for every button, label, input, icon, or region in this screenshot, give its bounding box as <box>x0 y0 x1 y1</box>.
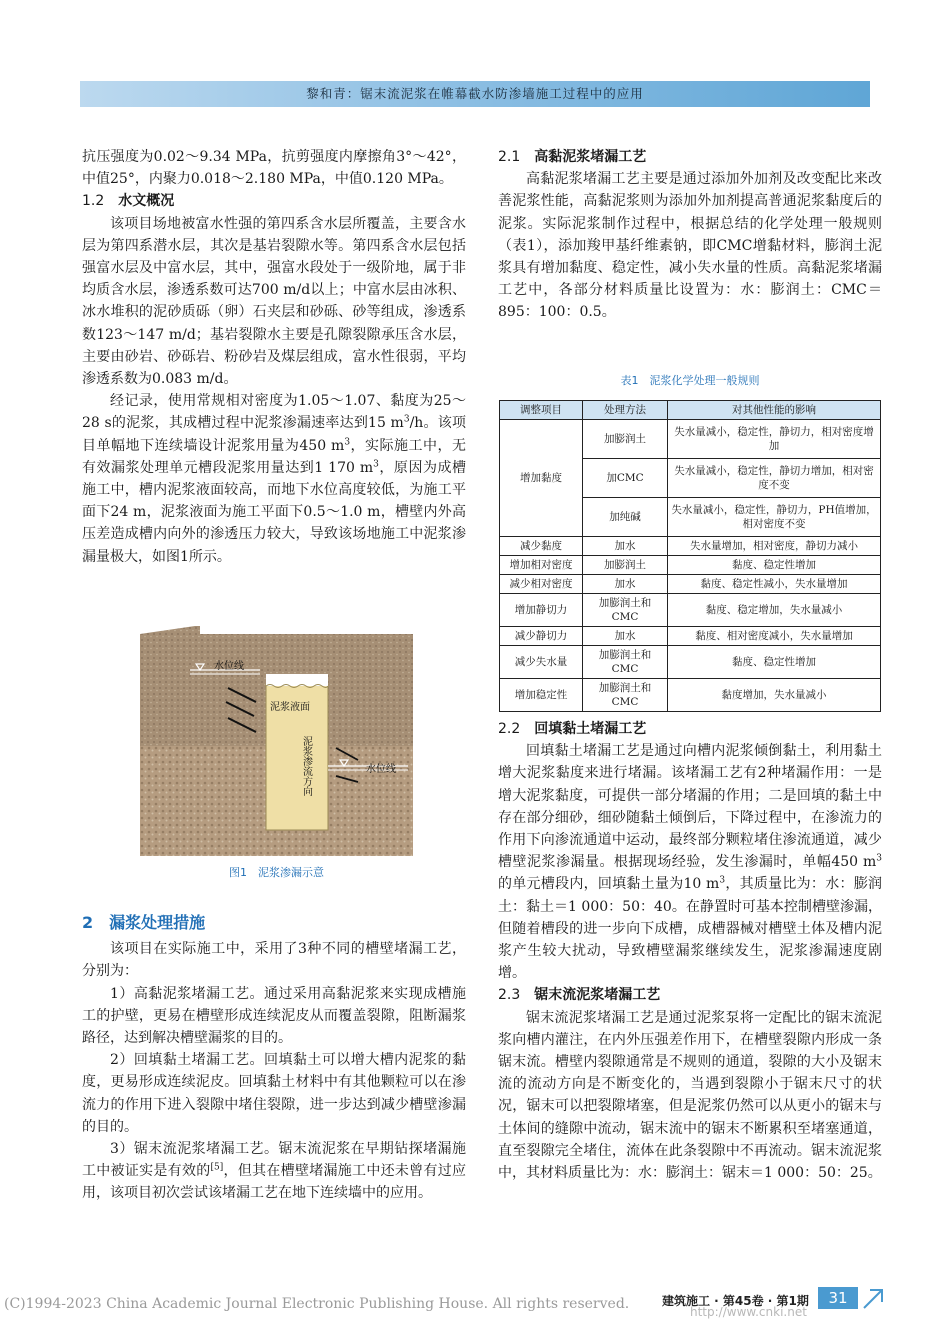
left-column-lower <box>82 912 466 1205</box>
section-heading-2 <box>82 912 466 934</box>
table-cell: 减少静切力 <box>500 627 583 646</box>
table-header-cell: 调整项目 <box>500 401 583 420</box>
table-cell: 加膨润土和CMC <box>583 679 668 712</box>
copyright-notice: (C)1994-2023 China Academic Journal Electronic Publishing House. All rights reserved. <box>4 1296 630 1312</box>
section-title: 水文概况 <box>118 193 175 210</box>
table-cell: 增加静切力 <box>500 594 583 627</box>
paragraph-backfill-clay: 回填黏土堵漏工艺是通过向槽内泥浆倾倒黏土，利用黏土增大泥浆黏度来进行堵漏。该堵漏工艺有2种堵漏作用：一是增大泥浆黏度，可提供一部分堵漏的作用；二是回填的黏土中存在部分细砂，细砂随黏土倾倒后，下降过程中，在渗流力的作用下向渗流通道中运动，最终部分颗粒堵住渗流通道，减少槽壁泥浆渗漏量。根据现场经验，发生渗漏时，单幅450 $m^3$的单元槽段内，回填黏土量为10 $m^3$，其质量比为：水：膨润土：黏土＝1 000：50：40。在静置时可基本控制槽壁渗漏，但随着槽段的进一步向下成槽，成槽器械对槽壁土体及槽内泥浆产生较大扰动，导致槽壁漏浆继续发生，泥浆渗漏速度剧增。 <box>498 743 883 982</box>
section-number: 1.2 <box>82 193 105 210</box>
table-row <box>500 575 881 594</box>
flow-direction-label: 泥浆渗流方向 <box>300 736 312 796</box>
journal-info: 建筑施工 · 第45卷 · 第1期 <box>662 1294 809 1308</box>
citation-ref: [5] <box>210 1162 224 1173</box>
paragraph-strength: 抗压强度为0.02～9.34 MPa，抗剪强度内摩擦角3°～42°，中值25°，内聚力0.018～2.180 MPa，中值0.120 MPa。 <box>82 149 466 188</box>
table-row <box>500 537 881 556</box>
section-number: 2 <box>82 913 94 932</box>
table-caption: 表1 泥浆化学处理一般规则 <box>620 374 760 387</box>
section-heading-2-3 <box>498 984 882 1006</box>
right-column <box>498 146 882 324</box>
section-number: 2.1 <box>498 149 521 165</box>
table-cell: 黏度、稳定性减小，失水量增加 <box>668 575 881 594</box>
table-header-row <box>500 401 881 420</box>
paragraph-slurry-record: 经记录，使用常规相对密度为1.05～1.07、黏度为25～28 s的泥浆，其成槽过程中泥浆渗漏速率达到15 $m^3/h$。该项目单幅地下连续墙设计泥浆用量为450 $m^3$，实际施工中，无有效漏浆处理单元槽段泥浆用量达到1 170 $m^3$，原因为成槽施工中，槽内泥浆液面较高，而地下水位高度较低，为施工平面下24 m，泥浆液面为施工平面下0.5～1.0 m，槽壁内外高压差造成槽内向外的渗透压力较大，导致该场地施工中泥浆渗漏量极大，如图1所示。 <box>82 393 467 565</box>
page-arrow-icon <box>862 1286 884 1310</box>
paragraph-method-1: 1）高黏泥浆堵漏工艺。通过采用高黏泥浆来实现成槽施工的护壁，更易在槽壁形成连续泥皮从而覆盖裂隙，阻断漏浆路径，达到解决槽壁漏浆的目的。 <box>82 985 466 1047</box>
figure-caption: 图1 泥浆渗漏示意 <box>229 866 324 879</box>
table-row <box>500 594 881 627</box>
section-title: 高黏泥浆堵漏工艺 <box>534 149 647 165</box>
table-cell: 加膨润土和CMC <box>583 646 668 679</box>
figure-slurry-leakage <box>140 626 413 856</box>
paragraph-hydrology: 该项目场地被富水性强的第四系含水层所覆盖，主要含水层为第四系潜水层，其次是基岩裂隙水等。第四系含水层包括强富水层及中富水层，其中，强富水段处于一级阶地，属于非均质含水层，渗透系数可达700 m/d以上；中富水层由冰积、冰水堆积的泥砂质砾（卵）石夹层和砂砾、砂等组成，渗透系数123～147 m/d；基岩裂隙水主要是孔隙裂隙承压含水层，主要由砂岩、砂砾岩、粉砂岩及煤层组成，富水性很弱，平均渗透系数为0.083 m/d。 <box>82 215 466 388</box>
table-cell: 减少相对密度 <box>500 575 583 594</box>
table-cell: 加纯碱 <box>583 498 668 537</box>
table-cell: 加膨润土和CMC <box>583 594 668 627</box>
table-row <box>500 679 881 712</box>
table-cell: 失水量减小，稳定性，静切力，相对密度增加 <box>668 420 881 459</box>
section-heading-1-2 <box>82 190 466 212</box>
table-row <box>500 556 881 575</box>
paragraph-method-3: 3）锯末流泥浆堵漏工艺。锯末流泥浆在早期钻探堵漏施工中被证实是有效的[5]，但其在槽壁堵漏施工中还未曾有过应用，该项目初次尝试该堵漏工艺在地下连续墙中的应用。 <box>82 1141 467 1202</box>
water-level-label-1: 水位线 <box>214 661 244 672</box>
section-title: 锯末流泥浆堵漏工艺 <box>534 987 661 1004</box>
paragraph-sawdust-slurry: 锯末流泥浆堵漏工艺是通过泥浆泵将一定配比的锯末流泥浆向槽内灌注，在内外压强差作用下，在槽壁裂隙内形成一条锯末流。槽壁内裂隙通常是不规则的通道，裂隙的大小及锯末流的流动方向是不断变化的，当遇到裂隙小于锯末尺寸的状况，锯末可以把裂隙堵塞，但是泥浆仍然可以从更小的锯末与土体间的缝隙中流动，锯末流中的锯末不断累积至堵塞通道，直至裂隙完全堵住，流体在此条裂隙中不再流动。锯末流泥浆中，其材料质量比为：水：膨润土：锯末＝1 000：50：25。 <box>498 1009 882 1182</box>
table-cell: 增加相对密度 <box>500 556 583 575</box>
table-row <box>500 420 881 459</box>
cnki-watermark: http://www.cnki.net <box>690 1305 807 1319</box>
table-cell: 加水 <box>583 537 668 556</box>
table-cell: 增加黏度 <box>500 420 583 537</box>
slurry-surface-label: 泥浆液面 <box>270 702 310 713</box>
paragraph-high-viscosity: 高黏泥浆堵漏工艺主要是通过添加外加剂及改变配比来改善泥浆性能，高黏泥浆则为添加外加剂提高普通泥浆黏度后的泥浆。实际泥浆制作过程中，根据总结的化学处理一般规则（表1），添加羧甲基纤维素钠，即CMC增黏材料，膨润土泥浆具有增加黏度、稳定性，减小失水量的性质。高黏泥浆堵漏工艺中，各部分材料质量比设置为：水：膨润土：CMC＝895：100：0.5。 <box>498 171 882 321</box>
paragraph-method-2: 2）回填黏土堵漏工艺。回填黏土可以增大槽内泥浆的黏度，更易形成连续泥皮。回填黏土材料中有其他颗粒可以在渗流力的作用下进入裂隙中堵住裂隙，进一步达到减少槽壁渗漏的目的。 <box>82 1052 466 1135</box>
table-header-cell: 处理方法 <box>583 401 668 420</box>
section-heading-2-2 <box>498 718 882 740</box>
section-title: 回填黏土堵漏工艺 <box>534 721 647 737</box>
table-header-cell: 对其他性能的影响 <box>668 401 881 420</box>
water-level-label-2: 水位线 <box>366 764 396 775</box>
table-cell: 黏度、稳定性增加 <box>668 556 881 575</box>
table-cell: 减少失水量 <box>500 646 583 679</box>
table-row <box>500 627 881 646</box>
page-number: 31 <box>818 1287 858 1309</box>
table-cell: 黏度、相对密度减小，失水量增加 <box>668 627 881 646</box>
table-row <box>500 646 881 679</box>
table-cell: 减少黏度 <box>500 537 583 556</box>
table-cell: 黏度、稳定增加，失水量减小 <box>668 594 881 627</box>
section-number: 2.2 <box>498 721 521 737</box>
right-column-lower <box>498 718 882 1184</box>
table-cell: 加水 <box>583 627 668 646</box>
table-cell: 失水量减小，稳定性，静切力，PH值增加，相对密度不变 <box>668 498 881 537</box>
table-cell: 黏度增加，失水量减小 <box>668 679 881 712</box>
section-number: 2.3 <box>498 987 521 1004</box>
table-cell: 加膨润土 <box>583 556 668 575</box>
leakage-diagram <box>140 626 413 856</box>
table-cell: 加膨润土 <box>583 420 668 459</box>
table-cell: 失水量增加，相对密度，静切力减小 <box>668 537 881 556</box>
table-cell: 加CMC <box>583 459 668 498</box>
left-column <box>82 146 466 568</box>
table-chemical-rules <box>499 400 881 712</box>
table-cell: 失水量减小，稳定性，静切力增加，相对密度不变 <box>668 459 881 498</box>
running-header: 黎和青：锯末流泥浆在帷幕截水防渗墙施工过程中的应用 <box>306 86 644 101</box>
table-cell: 增加稳定性 <box>500 679 583 712</box>
paragraph-intro-methods: 该项目在实际施工中，采用了3种不同的槽壁堵漏工艺，分别为： <box>82 941 466 980</box>
section-heading-2-1 <box>498 146 882 168</box>
section-title: 漏浆处理措施 <box>109 913 206 932</box>
table-cell: 黏度、稳定性增加 <box>668 646 881 679</box>
table-cell: 加水 <box>583 575 668 594</box>
